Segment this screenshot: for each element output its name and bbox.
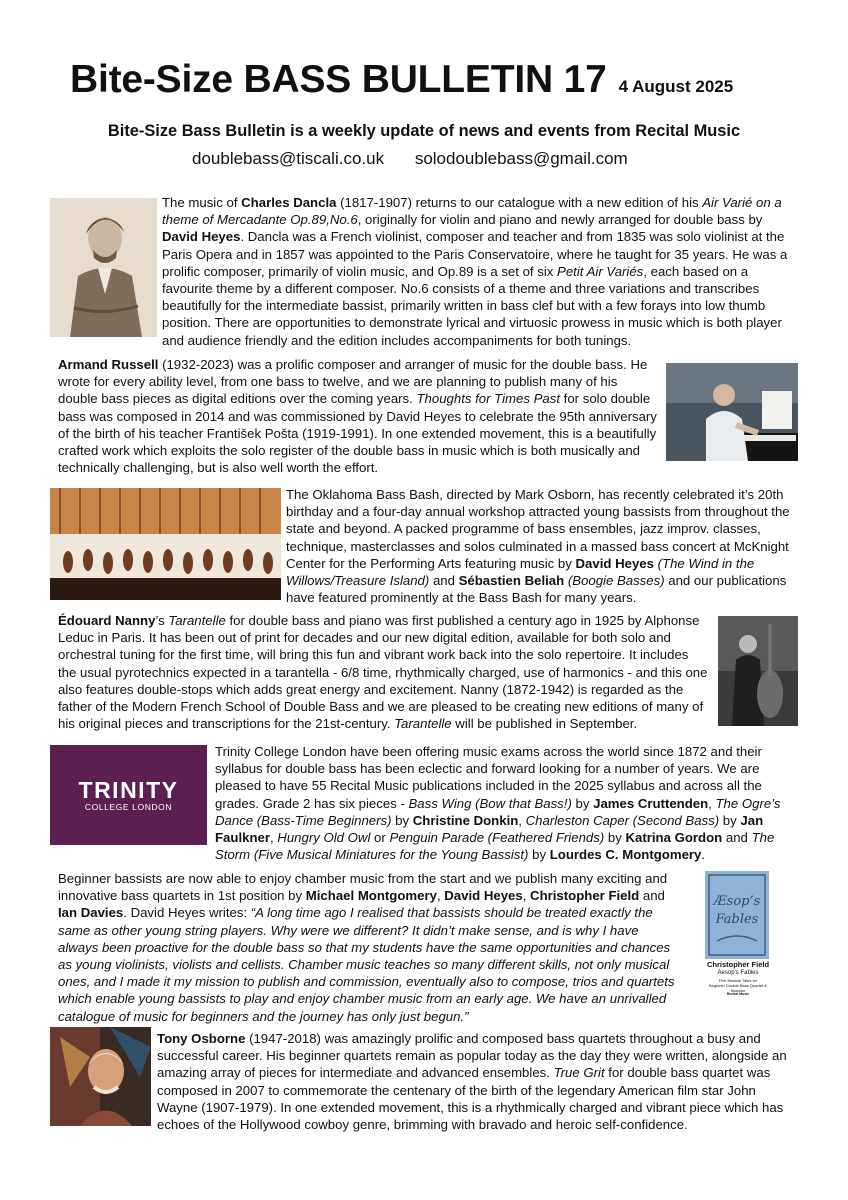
text-run: , each based on a favourite theme by a different composer. No.6 consists of a theme and three variations and transcribes beautifully for the intermediate bassist, primarily written in bass clef but with a few forays into low thumb position. There are opportunities to demonstrate lyrical and virtuosic prowess in music which is both player and audience friendly and the edition includes accompaniments for both tunings.	[162, 263, 782, 348]
italic-title: Bass Wing (Bow that Bass!)	[408, 795, 572, 811]
text-run: The music of	[162, 195, 242, 210]
text-run: The Oklahoma Bass Bash, directed by Mark Osborn, has recently celebrated it’s 20th birthday and a four-day annual workshop attracted young bassists from throughout the state and beyond. A packed programme of bass ensembles, jazz improv. classes, technique, masterclasses and solos culminated in a massed bass concert at McKnight Center for the Performing Arts featuring music by	[286, 487, 790, 571]
nanny-photo-image	[718, 616, 798, 726]
bold-name: David Heyes	[444, 888, 523, 904]
text-run: . David Heyes writes:	[123, 905, 251, 921]
text-run: by	[719, 812, 741, 828]
aesops-fables-book-image	[704, 871, 772, 999]
italic-title: Hungry Old Owl	[277, 830, 371, 846]
text-run: will be published in September.	[451, 716, 638, 732]
article-beginner	[58, 870, 680, 1025]
text-run: and	[429, 573, 459, 589]
text-run: or	[370, 830, 390, 846]
italic-title: Tarantelle	[394, 716, 452, 732]
text-run: . Dancla was a French violinist, composer and teacher and from 1835 was solo violinist at the Paris Opera and in 1857 was appointed to the Paris Conservatoire, where he taught for 35 years. He was a prolific composer, primarily of violin music, and Op.89 is a set of six	[162, 229, 788, 279]
article-russell	[58, 356, 660, 476]
text-run: ’s	[155, 613, 169, 628]
bulletin-title	[70, 58, 733, 102]
italic-title: Petit Air Variés	[557, 263, 644, 279]
text-run: (1932-2023) was a prolific composer and arranger of music for the double bass. He wrote for every ability level, from one bass to twelve, and we are planning to publish many of his double bass pieces as digital editions over the coming years.	[58, 357, 648, 407]
italic-title: Penguin Parade (Feathered Friends)	[389, 830, 605, 846]
text-run: by	[391, 812, 413, 828]
bold-name: Christopher Field	[530, 888, 640, 904]
text-run: for double bass quartet was composed in 2007 to commemorate the centenary of the birth of the legendary American film star John Wayne (1907-1979). In one extended movement, this is a rhythmically charged and vibrant piece which has echoes of the Hollywood cowboy genre, brimming with bravado and heroic self-confidence.	[157, 1065, 784, 1133]
italic-title: Air Varié on a theme of Mercadante Op.89,No.6	[162, 195, 782, 228]
bold-name: Michael Montgomery	[305, 888, 437, 904]
issue-date: 4 August 2025	[618, 77, 734, 96]
book-subtitle-line-2: Beginner Double Bass Quartet & Narrator	[708, 983, 768, 993]
article-nanny	[58, 612, 710, 732]
russell-photo-image	[666, 363, 798, 461]
bold-name: David Heyes	[162, 229, 241, 245]
bulletin-subtitle: Bite-Size Bass Bulletin is a weekly update of news and events from Recital Music	[107, 122, 741, 140]
italic-title: (Boogie Basses)	[564, 573, 665, 589]
article-oklahoma	[286, 486, 794, 606]
text-run: by	[528, 847, 550, 863]
dancla-portrait-image	[50, 198, 157, 337]
text-run: ,	[708, 795, 716, 811]
article-dancla	[162, 194, 798, 349]
book-subtitle-line-1: Five Musical Tales for	[718, 978, 758, 983]
book-cover	[705, 871, 769, 959]
text-run: and	[639, 888, 665, 904]
book-author: Christopher Field	[706, 960, 770, 969]
title-text: Bite-Size BASS BULLETIN 17	[70, 58, 607, 101]
book-cover-title-1: Æsop’s	[713, 894, 761, 909]
bold-name: Tony Osborne	[157, 1031, 246, 1046]
osborne-portrait-image	[50, 1027, 151, 1126]
trinity-logo	[50, 745, 207, 845]
bold-name: Édouard Nanny	[58, 613, 156, 628]
bold-name: Armand Russell	[58, 357, 159, 372]
text-run: .	[701, 847, 706, 863]
italic-title: Charleston Caper (Second Bass)	[525, 812, 720, 828]
bass-bash-concert-image	[50, 488, 281, 600]
email-link-2[interactable]: solodoublebass@gmail.com	[414, 149, 628, 168]
italic-title: The Storm (Five Musical Miniatures for the Young Bassist)	[215, 830, 775, 863]
trinity-logo-name: TRINITY	[78, 777, 179, 803]
bold-name: David Heyes	[575, 555, 654, 571]
italic-title: “A long time ago I realised that bassists should be treated exactly the same as other young string players. Why were we different? It didn’t make sense, and is why I have always been proactive for the double bass so that my students have the same opportunities and chances as young violinists, violists and cellists. Chamber music teaches so many different skills, not only musical ones, and I made it my mission to publish and commission, eventually also to compose, trios and quartets which enable young bassists to play and enjoy chamber music from an early age. We have an unrivalled catalogue of music for beginners and the journey has only just begun.”	[58, 905, 675, 1024]
italic-title: The Ogre’s Dance (Bass-Time Beginners)	[215, 795, 781, 828]
text-run: ,	[436, 888, 445, 904]
text-run: by	[571, 795, 594, 811]
text-run: ,	[518, 812, 526, 828]
article-trinity	[215, 743, 799, 863]
text-run: and our publications have featured prominently at the Bass Bash for many years.	[286, 573, 787, 606]
email-link-1[interactable]: doublebass@tiscali.co.uk	[192, 149, 385, 168]
text-run: ,	[269, 830, 278, 846]
text-run: , originally for violin and piano and newly arranged for double bass by	[357, 212, 763, 228]
bold-name: Sébastien Beliah	[458, 573, 565, 589]
text-run: (1817-1907) returns to our catalogue with a new edition of his	[336, 195, 703, 210]
text-run: by	[604, 830, 626, 846]
text-run: (1947-2018) was amazingly prolific and composed bass quartets throughout a busy and successful career. His beginner quartets remain as popular today as the day they were written, alongside an amazing array of pieces for intermediate and advanced ensembles.	[157, 1031, 787, 1081]
text-run: for solo double bass was composed in 2014 and was commissioned by David Heyes to celebrate the 95th anniversary of the birth of his teacher František Pošta (1919-1991). In one extended movement, this is a beautifully crafted work which exploits the solo register of the double bass in music which is both musically and technically challenging, but is also well worth the effort.	[58, 391, 657, 476]
book-title: Aesop’s Fables	[717, 970, 759, 976]
italic-title: True Grit	[553, 1065, 605, 1081]
bold-name: Lourdes C. Montgomery	[549, 847, 702, 863]
article-osborne	[157, 1030, 797, 1133]
text-run: and	[722, 830, 752, 846]
bold-name: Ian Davies	[58, 905, 124, 921]
bold-name: Jan Faulkner	[215, 812, 764, 846]
trinity-logo-college: COLLEGE LONDON	[84, 802, 173, 812]
text-run: Beginner bassists are now able to enjoy chamber music from the start and we publish many exciting and innovative bass quartets in 1st position by	[58, 871, 668, 904]
contact-emails	[192, 149, 628, 169]
bold-name: Katrina Gordon	[625, 830, 723, 846]
italic-title: Tarantelle	[168, 613, 226, 628]
bold-name: James Cruttenden	[593, 795, 709, 811]
italic-title: (The Wind in the Willows/Treasure Island)	[286, 555, 755, 589]
book-subtitle	[704, 978, 772, 993]
bold-name: Christine Donkin	[412, 812, 519, 828]
text-run: Trinity College London have been offering music exams across the world since 1872 and their syllabus for double bass has been eclectic and forward looking for a number of years. We are pleased to have 55 Recital Music publications included in the 2025 syllabus and across all the grades. Grade 2 has six pieces -	[215, 744, 762, 811]
bold-name: Charles Dancla	[241, 195, 337, 210]
text-run: for double bass and piano was first published a century ago in 1925 by Alphonse Leduc in Paris. It has been out of print for decades and our new digital edition, available for both solo and orchestral tuning for the first time, will bring this fun and vibrant work back into the solo repertoire. It includes the usual pyrotechnics expected in a tarantella - 6/8 time, rhythmically charged, use of harmonics - and this one also features double-stops which adds great energy and excitement. Nanny (1872-1942) is regarded as the father of the Modern French School of Double Bass and we are pleased to be creating new editions of many of his original pieces and transcriptions for the 21st-century.	[58, 613, 708, 732]
italic-title: Thoughts for Times Past	[416, 391, 561, 407]
book-cover-title-2: Fables	[715, 912, 759, 927]
text-run: ,	[522, 888, 531, 904]
book-publisher: Recital Music	[726, 992, 750, 996]
